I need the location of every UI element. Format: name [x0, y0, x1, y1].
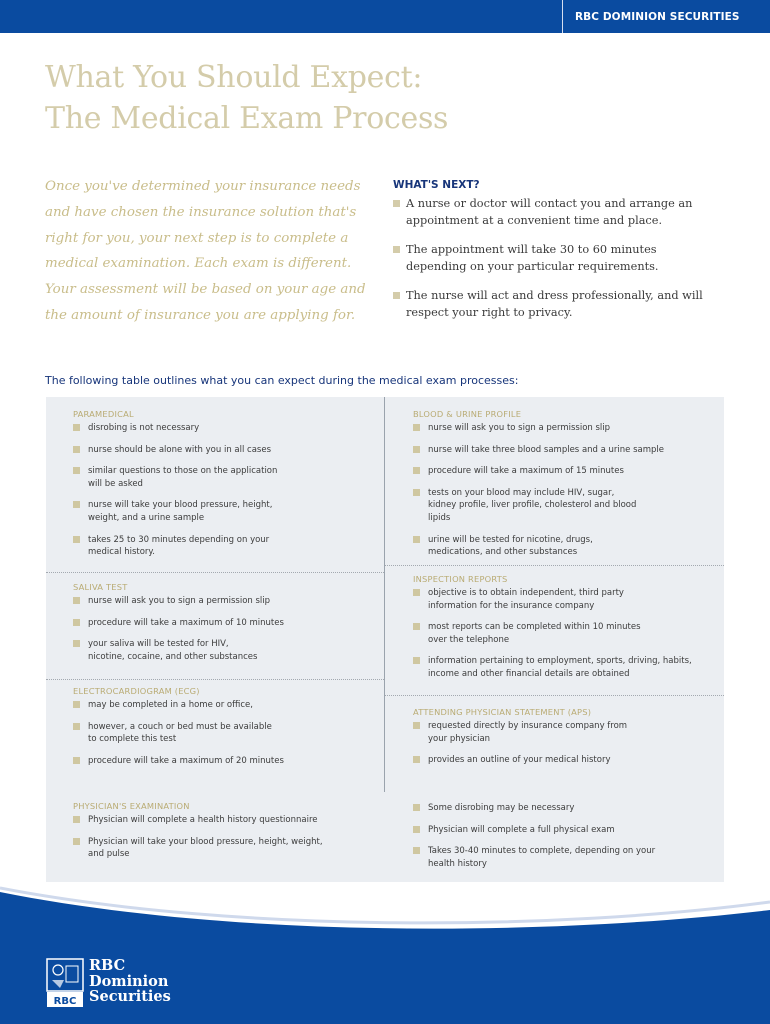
bullet-square-icon — [413, 489, 420, 496]
whats-next-list — [393, 195, 713, 333]
page-title-line-2: The Medical Exam Process — [45, 101, 449, 136]
list-item — [73, 638, 373, 663]
bullet-square-icon — [413, 847, 420, 854]
bullet-square-icon — [413, 424, 420, 431]
item-text: your saliva will be tested for HIV, nicotine, cocaine, and other substances — [88, 639, 258, 662]
bullet-square-icon — [413, 536, 420, 543]
item-list — [413, 802, 703, 870]
bullet-square-icon — [73, 838, 80, 845]
bullet-square-icon — [393, 200, 400, 207]
item-text: most reports can be completed within 10 minutes over the telephone — [428, 622, 641, 645]
item-list — [413, 720, 703, 767]
item-text: takes 25 to 30 minutes depending on your medical history. — [88, 534, 270, 558]
section-title: BLOOD & URINE PROFILE — [413, 409, 522, 419]
list-item — [413, 587, 703, 612]
brand-header-label: RBC DOMINION SECURITIES — [575, 11, 740, 23]
bullet-square-icon — [393, 292, 400, 299]
item-text: nurse will take your blood pressure, height, weight, and a urine sample — [88, 500, 273, 523]
item-list — [73, 422, 373, 559]
section-ecg — [73, 686, 373, 776]
whats-next-heading: WHAT'S NEXT? — [393, 179, 480, 191]
bullet-square-icon — [413, 722, 420, 729]
item-text: nurse will take three blood samples and a urine sample — [428, 444, 665, 455]
header-divider — [562, 0, 563, 33]
bullet-square-icon — [73, 597, 80, 604]
item-text: may be completed in a home or office, — [88, 700, 253, 710]
list-item — [413, 621, 703, 646]
list-item — [413, 444, 703, 457]
list-item — [73, 534, 373, 559]
item-text: procedure will take a maximum of 20 minutes — [88, 755, 284, 766]
bullet-square-icon — [73, 536, 80, 543]
item-text: Physician will take your blood pressure, height, weight, and pulse — [88, 836, 323, 860]
item-text: however, a couch or bed must be available to complete this test — [88, 721, 272, 745]
list-item — [413, 802, 703, 815]
bullet-square-icon — [413, 804, 420, 811]
item-text: information pertaining to employment, sports, driving, habits, income and other financial details are obtained — [428, 656, 692, 679]
section-blood-urine-profile — [413, 409, 703, 568]
section-title: SALIVA TEST — [73, 582, 128, 592]
list-item — [413, 422, 703, 435]
item-list — [413, 587, 703, 681]
item-text: Physician will complete a full physical exam — [428, 824, 615, 835]
section-title: ATTENDING PHYSICIAN STATEMENT (APS) — [413, 707, 592, 717]
list-item — [413, 465, 703, 478]
item-text: provides an outline of your medical history — [428, 755, 611, 766]
bullet-square-icon — [73, 701, 80, 708]
whats-next-item — [393, 241, 713, 275]
list-item — [413, 720, 703, 745]
section-physicians-examination — [73, 801, 373, 870]
item-text: procedure will take a maximum of 15 minutes — [428, 466, 624, 477]
item-text: disrobing is not necessary — [88, 423, 200, 433]
bullet-square-icon — [413, 446, 420, 453]
list-item — [413, 824, 703, 837]
bullet-square-icon — [73, 619, 80, 626]
item-text: nurse will ask you to sign a permission slip — [88, 596, 271, 606]
bullet-square-icon — [73, 501, 80, 508]
bullet-square-icon — [413, 756, 420, 763]
section-attending-physician-statement — [413, 707, 703, 776]
item-text: Some disrobing may be necessary — [428, 803, 575, 813]
item-text: requested directly by insurance company from your physician — [428, 721, 628, 744]
whats-next-text: The nurse will act and dress professionally, and will respect your right to privacy. — [406, 289, 703, 319]
item-text: urine will be tested for nicotine, drugs, medications, and other substances — [428, 534, 593, 558]
list-item — [413, 487, 703, 525]
bullet-square-icon — [73, 816, 80, 823]
bullet-square-icon — [413, 589, 420, 596]
item-text: nurse will ask you to sign a permission slip — [428, 423, 611, 433]
list-item — [73, 699, 373, 712]
list-item — [413, 845, 703, 870]
item-text: Takes 30-40 minutes to complete, depending on your health history — [428, 846, 656, 869]
item-text: similar questions to those on the application will be asked — [88, 466, 278, 489]
bullet-square-icon — [73, 723, 80, 730]
logo-shield-text: RBC — [53, 996, 77, 1007]
list-item — [73, 814, 373, 827]
section-paramedical — [73, 409, 373, 568]
page-title-line-1: What You Should Expect: — [45, 60, 423, 95]
list-item — [73, 617, 373, 630]
list-item — [73, 836, 373, 861]
logo-line-3: Securities — [89, 988, 171, 1005]
bullet-square-icon — [73, 757, 80, 764]
row-divider — [46, 572, 384, 573]
column-divider — [384, 397, 385, 792]
whats-next-text: A nurse or doctor will contact you and arrange an appointment at a convenient time and place. — [406, 197, 693, 227]
section-physicians-examination-right — [413, 802, 703, 879]
bullet-square-icon — [73, 446, 80, 453]
list-item — [73, 444, 373, 457]
list-item — [413, 754, 703, 767]
item-list — [73, 595, 373, 663]
logo-line-2: Dominion — [89, 972, 169, 990]
row-divider — [385, 695, 724, 696]
bullet-square-icon — [73, 424, 80, 431]
bullet-square-icon — [73, 640, 80, 647]
whats-next-item — [393, 195, 713, 229]
bullet-square-icon — [413, 467, 420, 474]
list-item — [73, 499, 373, 524]
table-intro: The following table outlines what you can expect during the medical exam processes: — [45, 374, 519, 387]
section-title: PHYSICIAN'S EXAMINATION — [73, 801, 190, 811]
list-item — [73, 422, 373, 435]
item-text: nurse should be alone with you in all cases — [88, 444, 272, 455]
item-list — [413, 422, 703, 559]
item-list — [73, 814, 373, 861]
item-text: procedure will take a maximum of 10 minutes — [88, 617, 284, 628]
bullet-square-icon — [73, 467, 80, 474]
logo-wordmark — [89, 958, 171, 1005]
whats-next-item — [393, 287, 713, 321]
section-title: INSPECTION REPORTS — [413, 574, 508, 584]
section-title: ELECTROCARDIOGRAM (ECG) — [73, 686, 200, 696]
bullet-square-icon — [393, 246, 400, 253]
intro-paragraph: Once you've determined your insurance needs and have chosen the insurance solution that's right for you, your next step is to complete a medical examination. Each exam is different. Your assessment will be based on your age and the amount of insurance you are applying for. — [45, 179, 366, 323]
section-title: PARAMEDICAL — [73, 409, 134, 419]
bullet-square-icon — [413, 826, 420, 833]
whats-next-text: The appointment will take 30 to 60 minutes depending on your particular requirements. — [406, 243, 659, 273]
list-item — [73, 465, 373, 490]
item-text: Physician will complete a health history questionnaire — [88, 815, 318, 825]
list-item — [413, 534, 703, 559]
section-saliva-test — [73, 582, 373, 672]
item-list — [73, 699, 373, 767]
rbc-shield-logo-icon — [46, 958, 84, 1008]
logo-line-1: RBC — [89, 957, 126, 974]
bullet-square-icon — [413, 657, 420, 664]
row-divider — [46, 679, 384, 680]
list-item — [73, 721, 373, 746]
section-inspection-reports — [413, 574, 703, 690]
item-text: tests on your blood may include HIV, sugar, kidney profile, liver profile, cholesterol and blood lipids — [428, 487, 637, 523]
item-text: objective is to obtain independent, third party information for the insurance company — [428, 588, 624, 611]
list-item — [73, 755, 373, 768]
list-item — [73, 595, 373, 608]
bullet-square-icon — [413, 623, 420, 630]
list-item — [413, 655, 703, 680]
